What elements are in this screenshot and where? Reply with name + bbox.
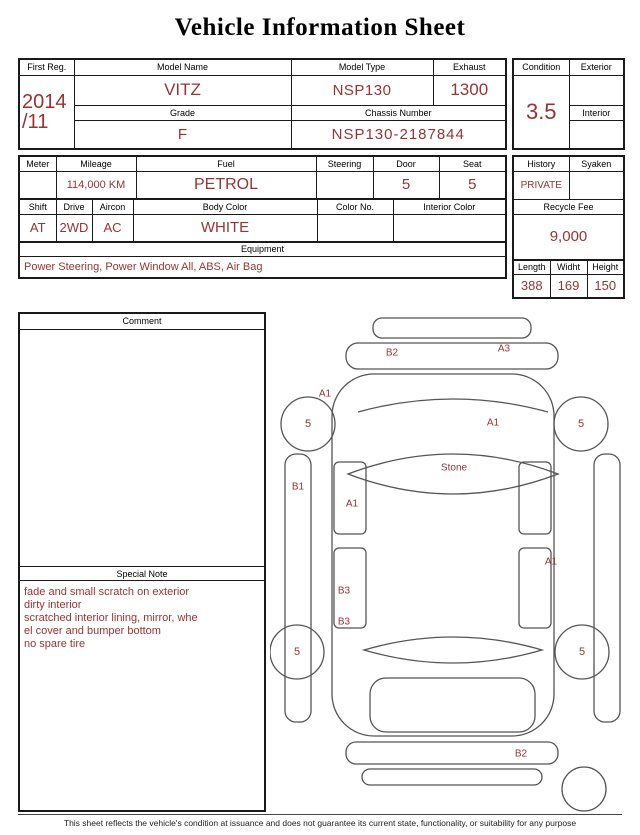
model-type-value: NSP130 (291, 75, 433, 105)
history-table (512, 155, 625, 261)
door-label: Door (373, 156, 439, 171)
wheel-grade-marker: 5 (577, 418, 585, 430)
chassis-number-label: Chassis Number (291, 105, 506, 120)
damage-marker: B3 (337, 585, 351, 597)
damage-marker: A3 (497, 343, 511, 355)
comment-header: Comment (20, 314, 264, 330)
shift-value: AT (19, 214, 56, 242)
grade-label: Grade (74, 105, 291, 120)
damage-marker: A1 (318, 388, 332, 400)
left-side-panel (285, 454, 311, 722)
damage-marker: B3 (337, 616, 351, 628)
car-body-outline (332, 374, 554, 736)
length-label: Length (513, 260, 550, 274)
damage-marker: A1 (544, 556, 558, 568)
drive-label: Drive (56, 199, 92, 214)
right-front-door (519, 462, 551, 534)
rear-window-outline (364, 637, 542, 663)
comment-area (20, 330, 264, 566)
equipment-value: Power Steering, Power Window All, ABS, Air Bag (19, 256, 506, 278)
exterior-value (569, 75, 624, 105)
damage-marker: B2 (385, 347, 399, 359)
registration-table (18, 58, 507, 150)
recycle-fee-label: Recycle Fee (513, 199, 624, 214)
trunk-outline (370, 678, 535, 732)
mileage-label: Mileage (56, 156, 136, 171)
fuel-label: Fuel (136, 156, 316, 171)
width-value: 169 (550, 274, 587, 298)
door-value: 5 (373, 171, 439, 199)
condition-table (512, 58, 625, 150)
disclaimer-footer: This sheet reflects the vehicle's condition at issuance and does not guarantee its current state, functionality, or suitability for any purpose (18, 814, 622, 828)
damage-marker: B1 (291, 481, 305, 493)
grade-value: F (74, 120, 291, 149)
damage-marker: A1 (345, 498, 359, 510)
aircon-value: AC (92, 214, 133, 242)
hood-arc (358, 399, 548, 412)
width-label: Widht (550, 260, 587, 274)
model-type-label: Model Type (291, 59, 433, 75)
interior-value (569, 120, 624, 149)
meter-value (19, 171, 56, 199)
hood-edge-outline (346, 343, 558, 369)
shift-label: Shift (19, 199, 56, 214)
steering-value (316, 171, 373, 199)
height-value: 150 (587, 274, 624, 298)
exhaust-label: Exhaust (433, 59, 506, 75)
special-note-line: scratched interior lining, mirror, whe (24, 612, 198, 624)
chassis-number-value: NSP130-2187844 (291, 120, 506, 149)
fuel-value: PETROL (136, 171, 316, 199)
condition-label: Condition (513, 59, 569, 75)
front-bumper-outline (373, 318, 531, 338)
first-reg-value (19, 75, 74, 149)
special-note-line: fade and small scratch on exterior (24, 586, 190, 598)
specs-table-2 (18, 198, 507, 243)
damage-marker: B2 (514, 748, 528, 760)
syaken-value (569, 171, 624, 199)
car-top-view-diagram (270, 312, 635, 812)
windshield-outline (348, 454, 558, 494)
spare-wheel-outline (562, 767, 606, 811)
specs-table-1 (18, 155, 507, 200)
damage-diagram (270, 312, 635, 812)
body-color-value: WHITE (133, 214, 317, 242)
first-reg-month: /11 (22, 110, 49, 133)
model-name-label: Model Name (74, 59, 291, 75)
mileage-value: 114,000 KM (56, 171, 136, 199)
seat-label: Seat (439, 156, 506, 171)
wheel-grade-marker: 5 (304, 418, 312, 430)
aircon-label: Aircon (92, 199, 133, 214)
meter-label: Meter (19, 156, 56, 171)
first-reg-year: 2014 (22, 90, 67, 113)
wheel-grade-marker: 5 (293, 646, 301, 658)
interior-color-label: Interior Color (393, 199, 506, 214)
color-no-label: Color No. (317, 199, 393, 214)
syaken-label: Syaken (569, 156, 624, 171)
special-note-header: Special Note (20, 566, 264, 581)
steering-label: Steering (316, 156, 373, 171)
dimensions-table (512, 259, 625, 299)
wheel-grade-marker: 5 (578, 646, 586, 658)
drive-value: 2WD (56, 214, 92, 242)
equipment-label: Equipment (19, 242, 506, 256)
special-note-line: dirty interior (24, 599, 82, 611)
damage-marker: A1 (486, 417, 500, 429)
condition-score: 3.5 (513, 75, 569, 149)
height-label: Height (587, 260, 624, 274)
history-value: PRIVATE (513, 171, 569, 199)
model-name-value: VITZ (74, 75, 291, 105)
page-title: Vehicle Information Sheet (174, 14, 466, 41)
first-reg-label: First Reg. (19, 59, 74, 75)
exhaust-value: 1300 (433, 75, 506, 105)
seat-value: 5 (439, 171, 506, 199)
equipment-table (18, 241, 507, 279)
history-label: History (513, 156, 569, 171)
interior-color-value (393, 214, 506, 242)
comment-box (18, 312, 266, 812)
right-side-panel (594, 454, 620, 722)
length-value: 388 (513, 274, 550, 298)
special-note-line: no spare tire (24, 638, 86, 650)
color-no-value (317, 214, 393, 242)
special-note-line: el cover and bumper bottom (24, 625, 161, 637)
exterior-label: Exterior (569, 59, 624, 75)
interior-label: Interior (569, 105, 624, 120)
windshield-stone-marker: Stone (440, 462, 468, 474)
body-color-label: Body Color (133, 199, 317, 214)
special-note-text (20, 581, 264, 656)
rear-lower-trim-outline (362, 769, 542, 785)
recycle-fee-value: 9,000 (513, 214, 624, 260)
